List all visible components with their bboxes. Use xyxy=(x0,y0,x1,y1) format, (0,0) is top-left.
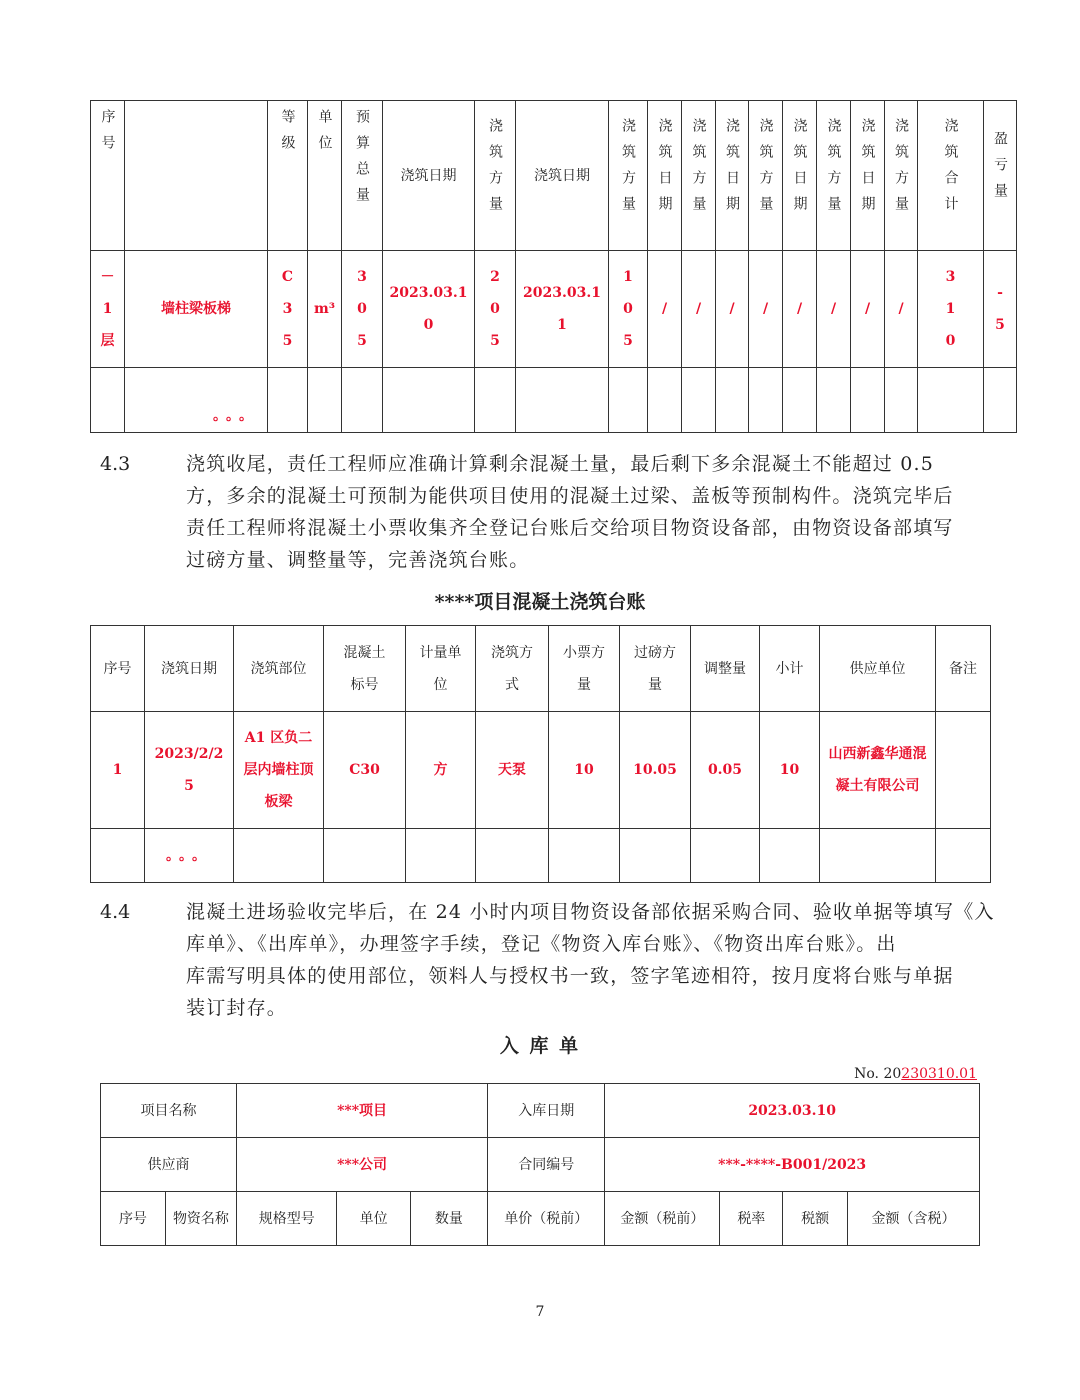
row-slash: / xyxy=(648,251,682,368)
header-date3: 浇筑日期 xyxy=(656,117,673,222)
header-cell: 浇筑部位 xyxy=(234,626,324,712)
header-cell: 备注 xyxy=(936,626,991,712)
row-grade: C35 xyxy=(281,269,294,349)
table-header-row xyxy=(101,1192,980,1246)
header-cell: 小票方量 xyxy=(563,644,605,693)
row-seq: 1 xyxy=(91,712,145,829)
receipt-number xyxy=(854,1064,977,1084)
header-date1: 浇筑日期 xyxy=(383,101,475,251)
header-total: 浇筑合计 xyxy=(942,117,959,222)
para-line: 过磅方量、调整量等，完善浇筑台账。 xyxy=(186,549,530,571)
table-row xyxy=(101,1138,980,1192)
contract-value: ***-****-B001/2023 xyxy=(605,1138,980,1192)
header-date6: 浇筑日期 xyxy=(859,117,876,222)
row-ellipsis: 。。。 xyxy=(166,847,212,864)
header-cell: 调整量 xyxy=(691,626,760,712)
header-cell: 小计 xyxy=(760,626,820,712)
table-row-empty xyxy=(91,368,1017,433)
header-cell: 序号 xyxy=(91,626,145,712)
row-budget: 305 xyxy=(357,269,367,349)
header-part xyxy=(125,101,268,251)
header-date4: 浇筑日期 xyxy=(724,117,740,222)
row-slash: / xyxy=(716,251,749,368)
row-ellipsis: 。。。 xyxy=(213,408,259,424)
receipt-number-value: 230310.01 xyxy=(901,1066,977,1082)
date-label: 入库日期 xyxy=(488,1084,605,1138)
header-vol1: 浇筑方量 xyxy=(487,117,503,222)
header-cell: 物资名称 xyxy=(165,1192,236,1246)
table-header-row xyxy=(91,626,991,712)
row-part: 墙柱梁板梯 xyxy=(125,251,268,368)
header-cell: 序号 xyxy=(101,1192,166,1246)
header-budget: 预算总量 xyxy=(354,109,370,213)
header-cell: 金额（含税） xyxy=(848,1192,980,1246)
header-cell: 浇筑方式 xyxy=(491,644,533,693)
receipt-number-prefix: No. 20 xyxy=(854,1066,902,1082)
header-date5: 浇筑日期 xyxy=(791,117,808,222)
header-cell: 税额 xyxy=(783,1192,848,1246)
header-cell: 浇筑日期 xyxy=(145,626,234,712)
header-diff: 盈亏量 xyxy=(992,130,1008,209)
header-seq: 序号 xyxy=(99,109,116,161)
row-date1: 2023.03.10 xyxy=(389,285,468,333)
row-total: 310 xyxy=(945,269,956,349)
header-cell: 单价（税前） xyxy=(488,1192,605,1246)
para-line: 装订封存。 xyxy=(186,997,288,1019)
header-grade: 等级 xyxy=(279,109,296,161)
para-line: 库需写明具体的使用部位，领料人与授权书一致，签字笔迹相符，按月度将台账与单据 xyxy=(186,965,954,987)
header-cell: 税率 xyxy=(720,1192,783,1246)
contract-label: 合同编号 xyxy=(488,1138,605,1192)
row-unit: 方 xyxy=(406,712,476,829)
row-date2: 2023.03.11 xyxy=(523,285,601,333)
date-value: 2023.03.10 xyxy=(605,1084,980,1138)
row-weigh: 10.05 xyxy=(620,712,691,829)
header-vol6: 浇筑方量 xyxy=(893,117,909,222)
pour-ledger-table xyxy=(90,625,991,883)
table-row xyxy=(91,712,991,829)
para-line: 库单》、《出库单》，办理签字手续，登记《物资入库台账》、《物资出库台账》。出 xyxy=(186,933,897,955)
row-slash: / xyxy=(817,251,851,368)
row-adjust: 0.05 xyxy=(691,712,760,829)
row-ticket: 10 xyxy=(549,712,620,829)
row-vol1: 205 xyxy=(490,269,500,349)
supplier-label: 供应商 xyxy=(101,1138,237,1192)
row-vol2: 105 xyxy=(623,269,633,349)
row-grade: C30 xyxy=(324,712,406,829)
header-cell: 单位 xyxy=(337,1192,410,1246)
header-cell: 供应单位 xyxy=(820,626,936,712)
header-cell: 金额（税前） xyxy=(605,1192,720,1246)
header-cell: 数量 xyxy=(410,1192,487,1246)
para-line: 混凝土进场验收完毕后，在 24 小时内项目物资设备部依据采购合同、验收单据等填写《入 xyxy=(186,901,995,923)
table-row xyxy=(91,251,1017,368)
row-slash: / xyxy=(749,251,783,368)
row-diff: -5 xyxy=(995,285,1005,333)
header-vol3: 浇筑方量 xyxy=(690,117,707,222)
row-part: A1 区负二层内墙柱顶板梁 xyxy=(243,730,314,810)
header-vol4: 浇筑方量 xyxy=(757,117,774,222)
row-note xyxy=(936,712,991,829)
row-seq: －1层 xyxy=(100,269,115,349)
pour-schedule-table xyxy=(90,100,1017,433)
row-method: 天泵 xyxy=(476,712,549,829)
header-cell: 过磅方量 xyxy=(634,644,676,693)
row-subtotal: 10 xyxy=(760,712,820,829)
page-number: 7 xyxy=(535,1304,545,1320)
row-slash: / xyxy=(682,251,716,368)
project-value: ***项目 xyxy=(237,1084,488,1138)
project-label: 项目名称 xyxy=(101,1084,237,1138)
header-cell: 计量单位 xyxy=(419,644,462,693)
header-cell: 规格型号 xyxy=(237,1192,337,1246)
para-line: 浇筑收尾，责任工程师应准确计算剩余混凝土量，最后剩下多余混凝土不能超过 0.5 xyxy=(186,453,935,475)
row-date: 2023/2/25 xyxy=(154,746,224,794)
header-vol5: 浇筑方量 xyxy=(825,117,842,222)
para-line: 责任工程师将混凝土小票收集齐全登记台账后交给项目物资设备部，由物资设备部填写 xyxy=(186,517,954,539)
row-slash: / xyxy=(885,251,918,368)
header-date2: 浇筑日期 xyxy=(516,101,609,251)
para-number: 4.4 xyxy=(100,901,131,923)
table-header-row xyxy=(91,101,1017,251)
table-row xyxy=(101,1084,980,1138)
row-slash: / xyxy=(783,251,817,368)
receipt-title: 入 库 单 xyxy=(499,1035,581,1057)
table-row-empty xyxy=(91,829,991,883)
row-slash: / xyxy=(851,251,885,368)
row-unit: m³ xyxy=(308,251,342,368)
row-supplier: 山西新鑫华通混凝土有限公司 xyxy=(828,746,927,794)
supplier-value: ***公司 xyxy=(237,1138,488,1192)
ledger-title: ****项目混凝土浇筑台账 xyxy=(434,591,646,613)
header-cell: 混凝土标号 xyxy=(343,644,386,693)
header-vol2: 浇筑方量 xyxy=(620,117,636,222)
para-line: 方，多余的混凝土可预制为能供项目使用的混凝土过梁、盖板等预制构件。浇筑完毕后 xyxy=(186,485,954,507)
header-unit: 单位 xyxy=(316,109,333,161)
receipt-table xyxy=(100,1083,980,1246)
para-number: 4.3 xyxy=(100,453,131,475)
